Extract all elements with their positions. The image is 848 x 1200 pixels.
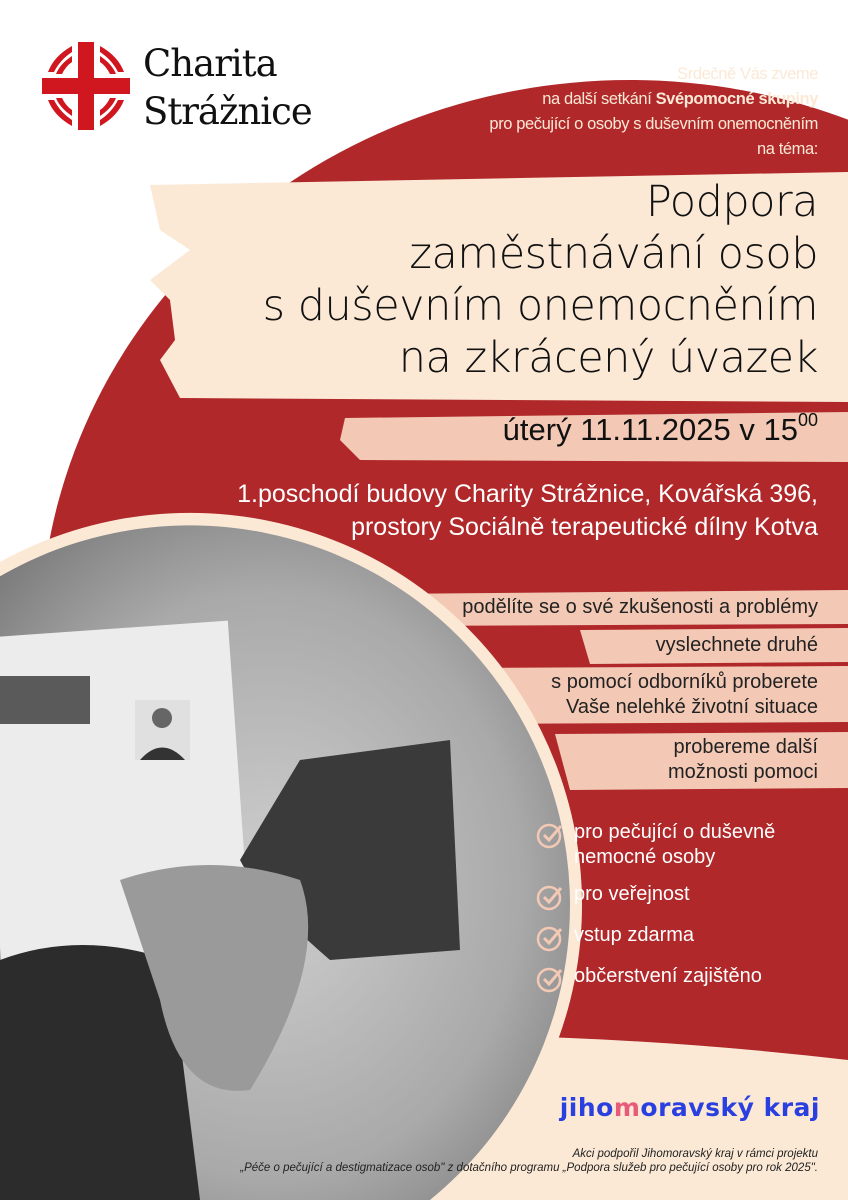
benefit-text: Vaše nelehké životní situace [565, 696, 818, 718]
checklist-text: nemocné osoby [574, 846, 716, 868]
event-title [263, 176, 818, 384]
sponsor-note-line: Akci podpořil Jihomoravský kraj v rámci projektu [572, 1148, 818, 1160]
benefit-text: vyslechnete druhé [655, 634, 818, 656]
intro-group-name: Svépomocné skupiny [655, 90, 818, 108]
caritas-cross-icon [42, 42, 130, 130]
checklist-item [536, 882, 775, 911]
sponsor-note [240, 1147, 818, 1175]
title-line: zaměstnávání osob [409, 229, 818, 279]
checklist-item [536, 964, 775, 993]
logo-part: m [613, 1093, 641, 1122]
address-line: prostory Sociálně terapeutické dílny Kotva [351, 513, 818, 541]
intro-line-3: pro pečující o osoby s duševním onemocněním [489, 115, 818, 133]
intro-line-4: na téma: [756, 140, 818, 158]
benefit-text: možnosti pomoci [667, 761, 818, 783]
benefit-item [668, 735, 818, 785]
benefit-text: podělíte se o své zkušenosti a problémy [462, 596, 818, 618]
checklist-text: vstup zdarma [574, 924, 695, 946]
checklist [536, 820, 775, 1005]
logo-text [143, 40, 312, 136]
date-text: úterý 11.11.2025 v 15 [502, 412, 798, 447]
date-minutes: 00 [797, 410, 818, 430]
event-address [237, 478, 818, 544]
benefit-item [462, 595, 818, 620]
invitation-text [489, 62, 818, 162]
benefit-text: s pomocí odborníků proberete [551, 671, 818, 693]
check-circle-icon [536, 821, 564, 849]
logo-line-1: Charita [143, 42, 277, 85]
jihomoravsky-kraj-logo [560, 1093, 820, 1122]
logo-line-2: Strážnice [143, 90, 312, 133]
check-circle-icon [536, 965, 564, 993]
event-date [503, 412, 818, 448]
title-line: s duševním onemocněním [262, 281, 818, 331]
check-circle-icon [536, 883, 564, 911]
logo-part: oravský kraj [640, 1093, 820, 1122]
benefit-item [551, 670, 818, 720]
check-circle-icon [536, 924, 564, 952]
sponsor-note-line: „Péče o pečující a destigmatizace osob" z dotačního programu „Podpora služeb pro pečující osoby pro rok 2025". [240, 1162, 818, 1174]
title-line: na zkrácený úvazek [398, 333, 818, 383]
benefit-item [656, 633, 818, 658]
logo-part: jiho [559, 1093, 614, 1122]
checklist-item [536, 923, 775, 952]
benefit-text: probereme další [673, 736, 818, 758]
checklist-item [536, 820, 775, 870]
checklist-text: pro pečující o duševně [574, 821, 776, 843]
title-line: Podpora [645, 177, 818, 227]
intro-line-2: na další setkání [542, 90, 656, 108]
checklist-text: občerstvení zajištěno [574, 965, 762, 987]
checklist-text: pro veřejnost [574, 883, 690, 905]
intro-line-1: Srdečně Vás zveme [677, 65, 818, 83]
address-line: 1.poschodí budovy Charity Strážnice, Kovářská 396, [237, 480, 818, 508]
